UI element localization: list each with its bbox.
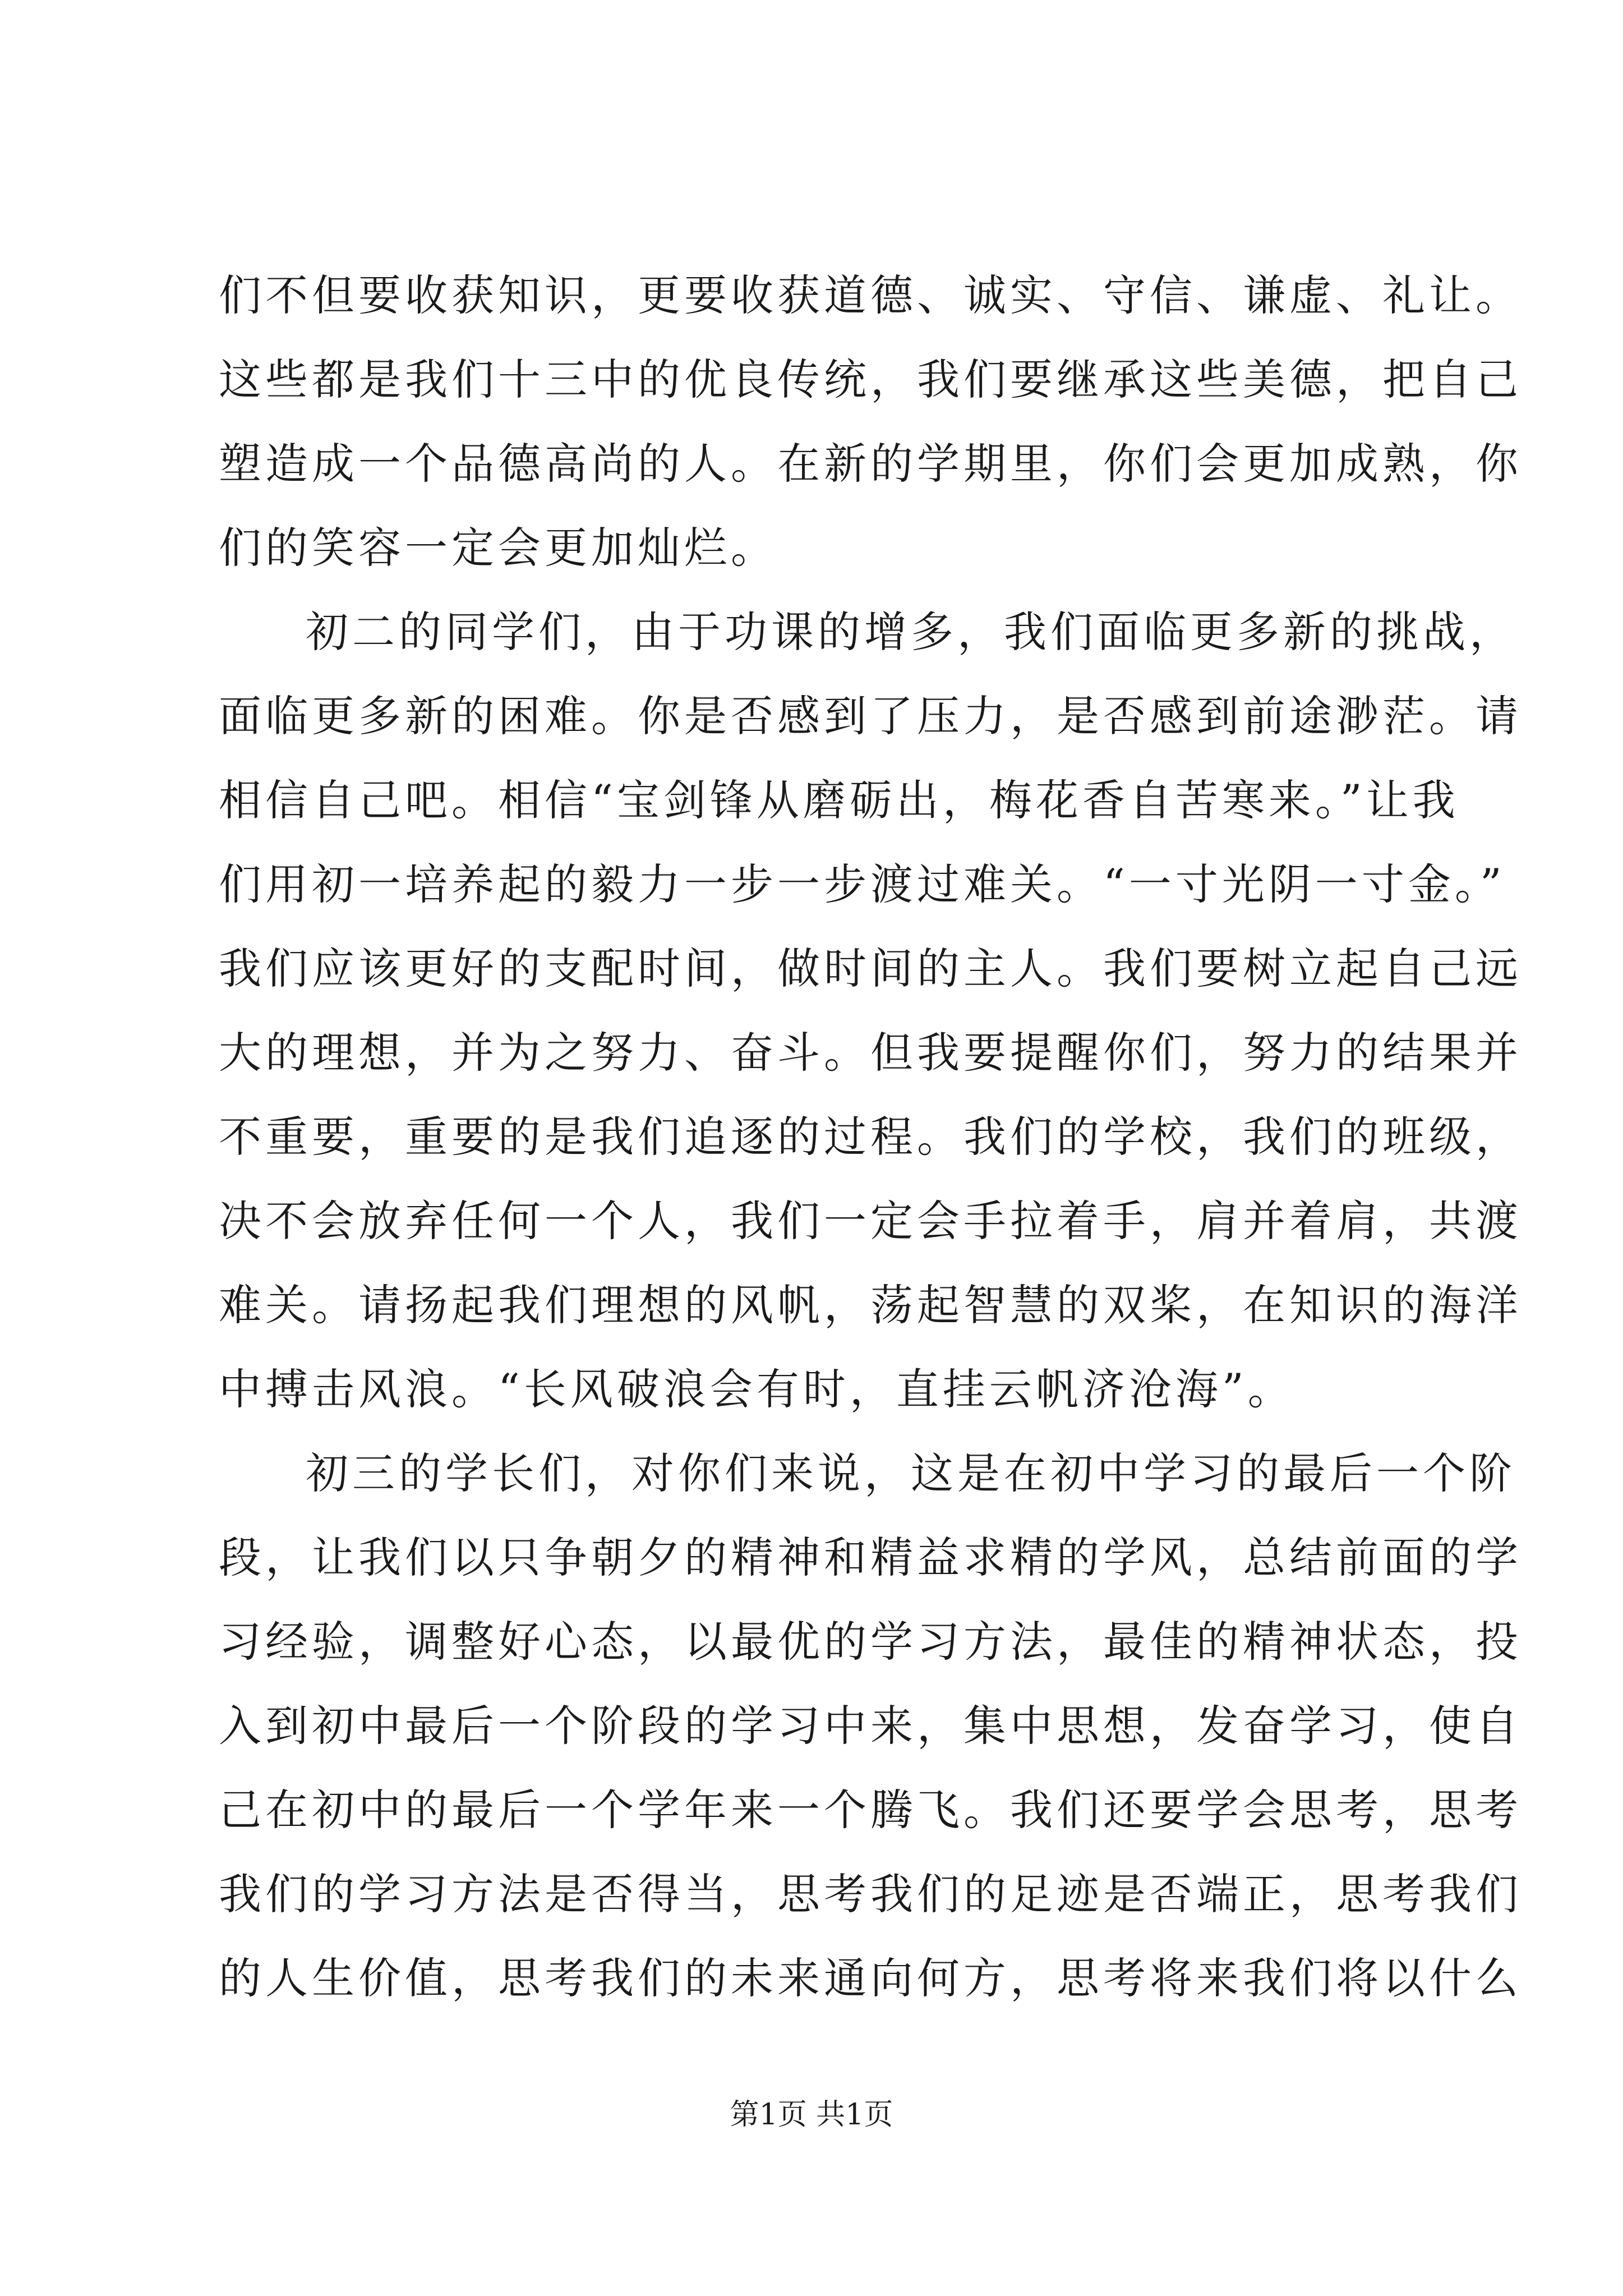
text-line: 中搏击风浪。“长风破浪会有时，直挂云帆济沧海”。 bbox=[219, 1364, 1294, 1414]
text-line: 己在初中的最后一个学年来一个腾飞。我们还要学会思考，思考 bbox=[219, 1785, 1522, 1835]
paragraph-start-line: 初三的学长们，对你们来说，这是在初中学习的最后一个阶 bbox=[306, 1448, 1516, 1498]
text-line: 相信自己吧。相信“宝剑锋从磨砺出，梅花香自苦寒来。”让我 bbox=[219, 775, 1459, 825]
text-line: 入到初中最后一个阶段的学习中来，集中思想，发奋学习，使自 bbox=[219, 1701, 1522, 1751]
text-line: 难关。请扬起我们理想的风帆，荡起智慧的双桨，在知识的海洋 bbox=[219, 1280, 1522, 1330]
text-line: 这些都是我们十三中的优良传统，我们要继承这些美德，把自己 bbox=[219, 355, 1522, 404]
text-line: 段，让我们以只争朝夕的精神和精益求精的学风，总结前面的学 bbox=[219, 1533, 1522, 1582]
text-line: 们的笑容一定会更加灿烂。 bbox=[219, 523, 777, 573]
text-line: 们不但要收获知识，更要收获道德、诚实、守信、谦虚、礼让。 bbox=[219, 270, 1522, 320]
text-line: 我们的学习方法是否得当，思考我们的足迹是否端正，思考我们 bbox=[219, 1869, 1522, 1919]
text-line: 的人生价值，思考我们的未来通向何方，思考将来我们将以什么 bbox=[219, 1953, 1522, 2003]
text-line: 面临更多新的困难。你是否感到了压力，是否感到前途渺茫。请 bbox=[219, 691, 1522, 741]
page-footer: 第1页 共1页 bbox=[730, 2098, 893, 2132]
text-line: 决不会放弃任何一个人，我们一定会手拉着手，肩并着肩，共渡 bbox=[219, 1196, 1522, 1246]
paragraph-start-line: 初二的同学们，由于功课的增多，我们面临更多新的挑战， bbox=[306, 607, 1516, 657]
text-line: 大的理想，并为之努力、奋斗。但我要提醒你们，努力的结果并 bbox=[219, 1028, 1522, 1078]
text-line: 习经验，调整好心态，以最优的学习方法，最佳的精神状态，投 bbox=[219, 1617, 1522, 1667]
text-line: 我们应该更好的支配时间，做时间的主人。我们要树立起自己远 bbox=[219, 944, 1522, 993]
text-line: 塑造成一个品德高尚的人。在新的学期里，你们会更加成熟，你 bbox=[219, 439, 1522, 489]
text-line: 不重要，重要的是我们追逐的过程。我们的学校，我们的班级， bbox=[219, 1112, 1522, 1162]
text-line: 们用初一培养起的毅力一步一步渡过难关。“一寸光阴一寸金。” bbox=[219, 859, 1506, 909]
